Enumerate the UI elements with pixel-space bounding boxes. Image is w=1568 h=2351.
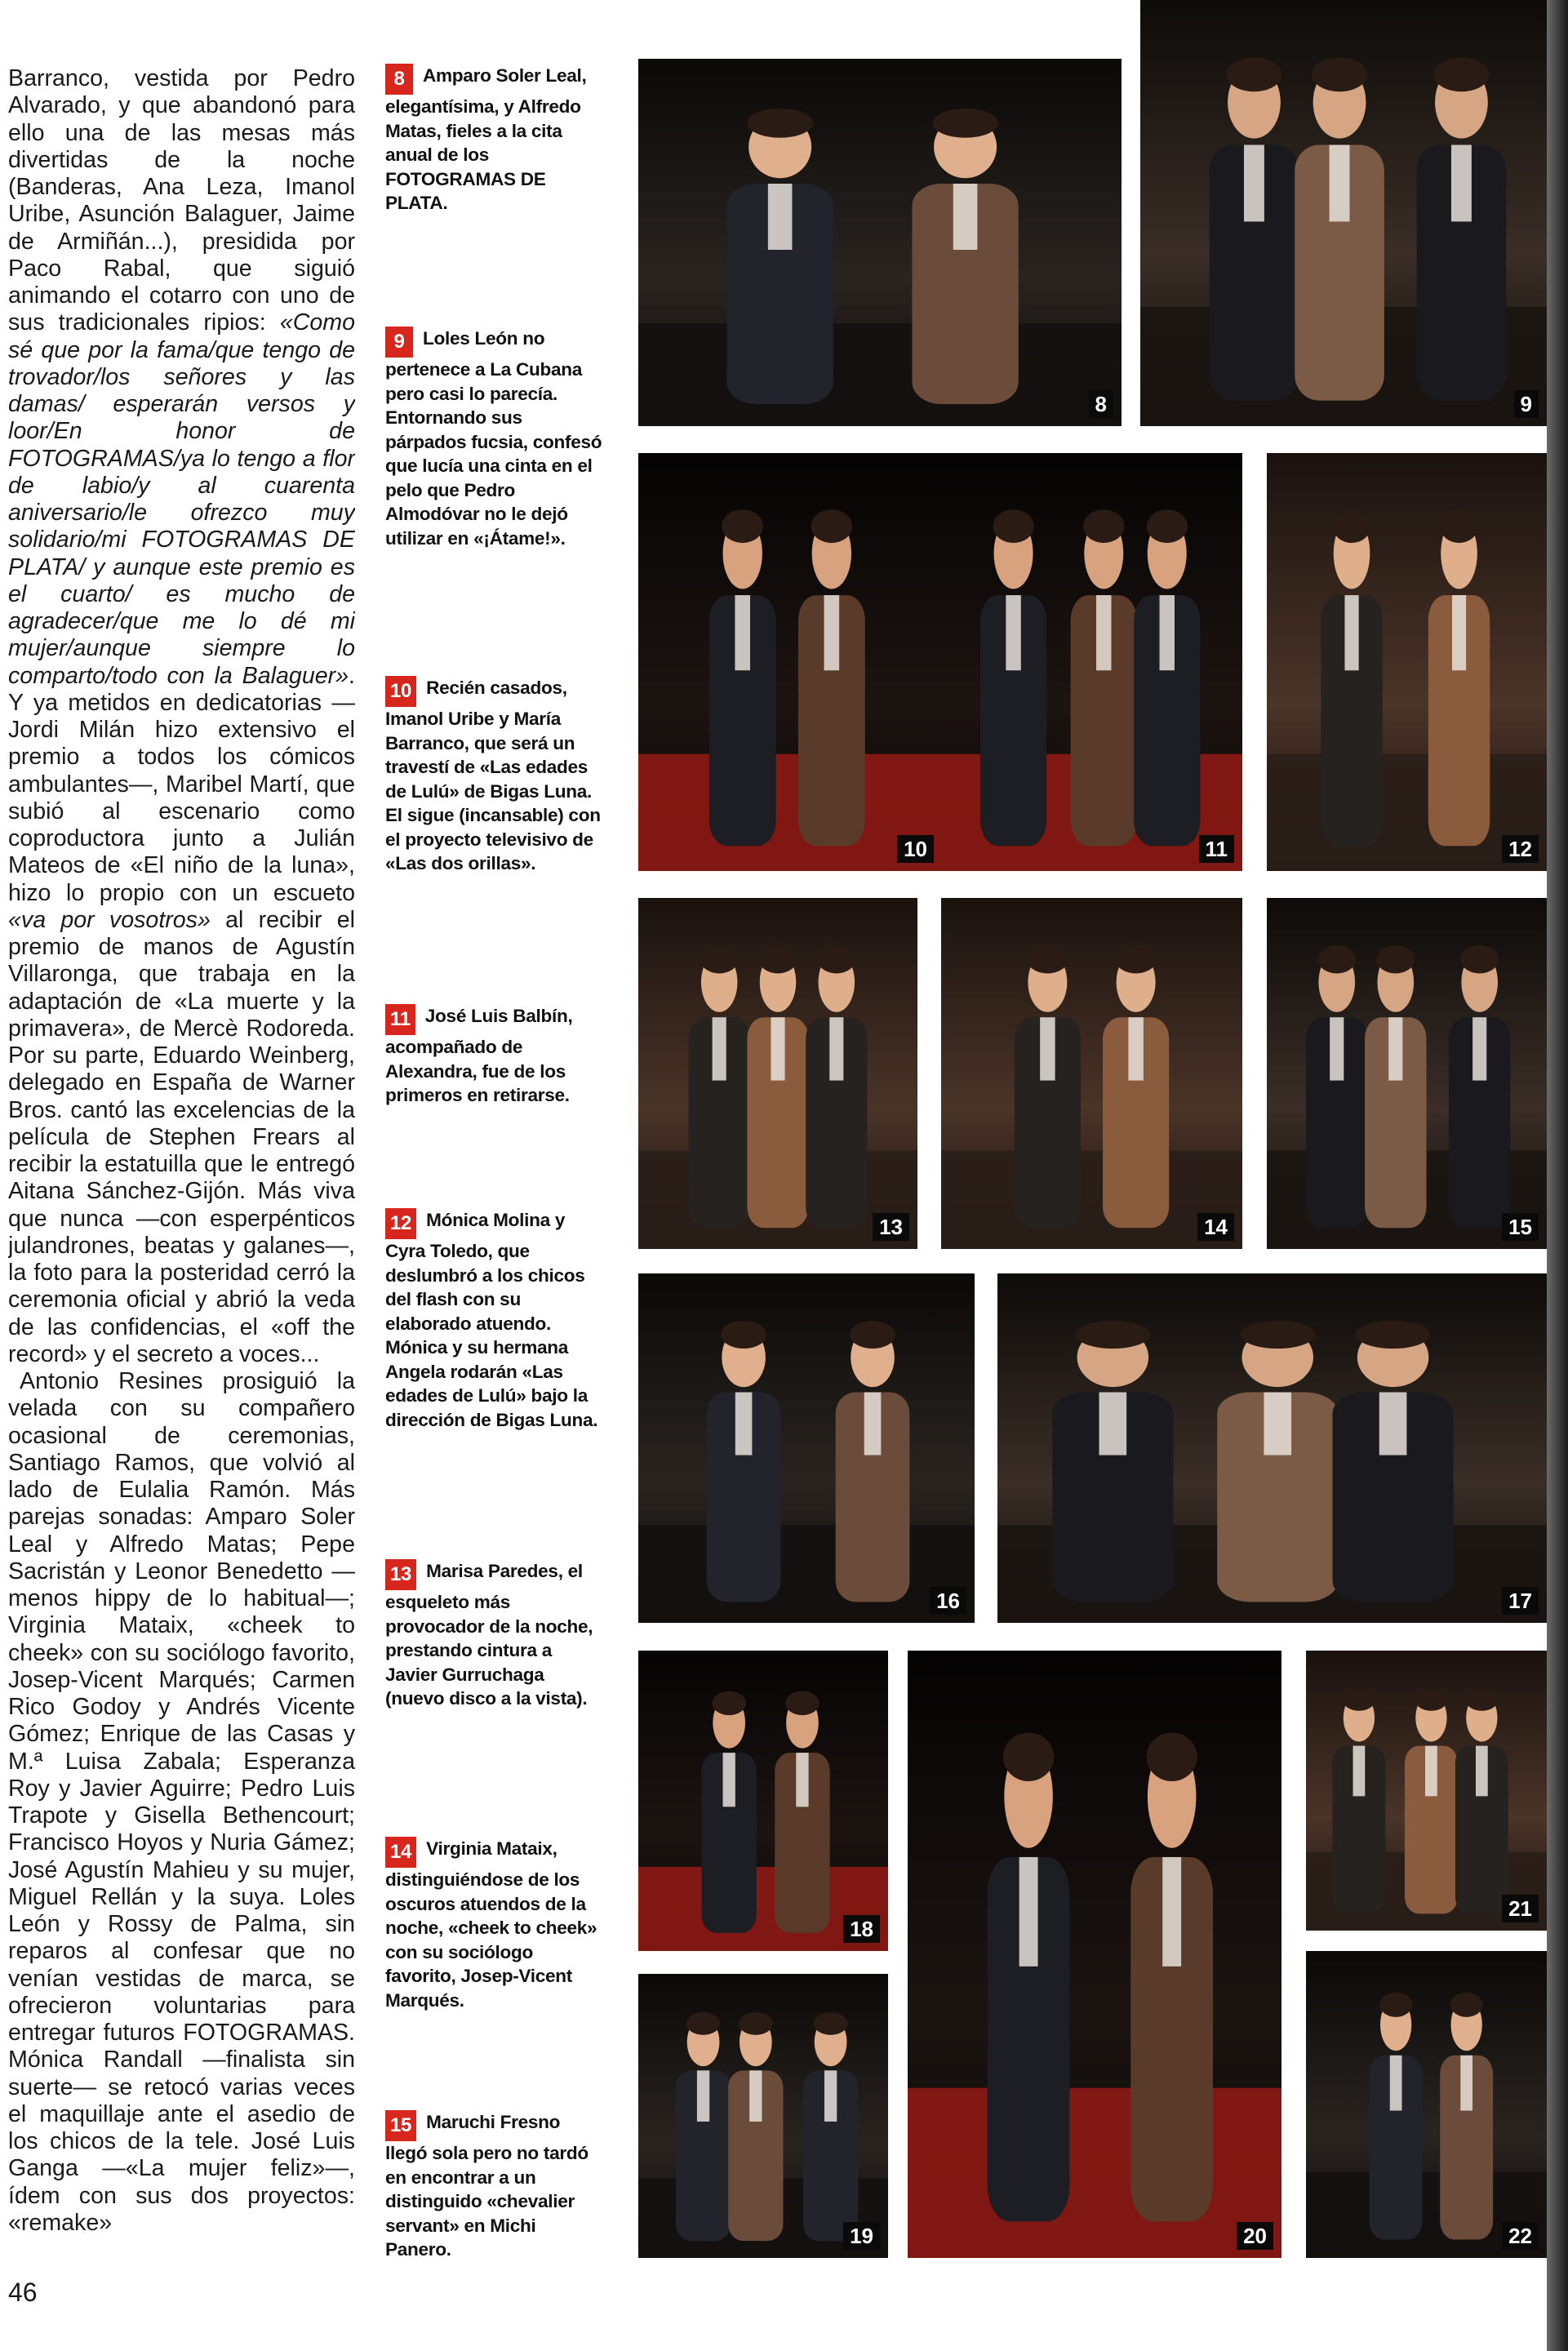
article-body (8, 65, 355, 2261)
photo-10 (638, 453, 942, 871)
photo-11 (941, 453, 1242, 871)
photo-number-label: 13 (873, 1213, 909, 1241)
caption-number-badge: 13 (385, 1559, 416, 1590)
photo-12 (1267, 453, 1547, 871)
article-text-run: Barranco, vestida por Pedro Alvarado, y que abandonó para ello una de las mesas más divertidas de la noche (Banderas, Ana Leza, Imanol Uribe, Asunción Balaguer, Jaime de Armiñán...), presidida por Paco Rabal, que siguió animando el cotarro con uno de sus tradicionales ripios: (8, 65, 355, 336)
photo-image (1267, 453, 1547, 871)
photo-image (638, 898, 917, 1249)
photo-19 (638, 1974, 888, 2258)
caption-text: Marisa Paredes, el esqueleto más provocador de la noche, prestando cintura a Javier Gurruchaga (nuevo disco a la vista). (385, 1561, 593, 1709)
photo-number-label: 9 (1514, 390, 1539, 418)
photo-image (941, 898, 1242, 1249)
photo-14 (941, 898, 1242, 1249)
article-text-run: . Y ya metidos en dedicatorias —Jordi Milán hizo extensivo el premio a todos los cómicos ambulantes—, Maribel Martí, que subió al escenario como coproductora junto a Julián Mateos de «El niño de la luna», hizo lo propio con un escueto (8, 662, 355, 906)
caption-11 (385, 1004, 604, 1108)
photo-number-label: 22 (1502, 2222, 1539, 2250)
photo-8 (638, 59, 1122, 426)
photo-22 (1306, 1951, 1547, 2258)
photo-number-label: 18 (843, 1915, 880, 1943)
photo-number-label: 12 (1502, 835, 1539, 863)
photo-21 (1306, 1651, 1547, 1931)
photo-number-label: 8 (1089, 390, 1113, 418)
caption-text: Amparo Soler Leal, elegantísima, y Alfredo Matas, fieles a la cita anual de los FOTOGRAMAS DE PLATA. (385, 65, 587, 213)
caption-9 (385, 327, 604, 550)
photo-image (1267, 898, 1547, 1249)
photo-image (638, 1651, 888, 1951)
caption-8 (385, 64, 604, 216)
photo-number-label: 10 (897, 835, 934, 863)
photo-number-label: 17 (1502, 1587, 1539, 1615)
caption-14 (385, 1837, 604, 2012)
photo-20 (908, 1651, 1281, 2258)
article-paragraph-2: Antonio Resines prosiguió la velada con su compañero ocasional de ceremonias, Santiago Ramos, que volvió al lado de Eulalia Ramón. Más parejas sonadas: Amparo Soler Leal y Alfredo Matas; Pepe Sacristán y Leonor Benedetto —menos hippy de lo habitual—; Virginia Mataix, «cheek to cheek» con su sociólogo favorito, Josep-Vicent Marqués; Carmen Rico Godoy y Andrés Vicente Gómez; Enrique de las Casas y M.ª Luisa Zabala; Esperanza Roy y Javier Aguirre; Pedro Luis Trapote y Gisella Bethencourt; Francisco Hoyos y Nuria Gámez; José Agustín Mahieu y su mujer, Miguel Rellán y la suya. Loles León y Rossy de Palma, sin reparos al confesar que no venían vestidas de marca, se ofrecieron voluntarias para entregar futuros FOTOGRAMAS. Mónica Randall —finalista sin suerte— se retocó varias veces el maquillaje ante el asedio de los chicos de la tele. José Luis Ganga —«La mujer feliz»—, ídem con sus dos proyectos: «remake» (8, 1368, 355, 2236)
photo-image (908, 1651, 1281, 2258)
caption-text: Mónica Molina y Cyra Toledo, que deslumbró a los chicos del flash con su elaborado atuendo. Mónica y su hermana Angela rodarán «Las edades de Lulú» bajo la dirección de Bigas Luna. (385, 1210, 598, 1430)
photo-13 (638, 898, 917, 1249)
photo-18 (638, 1651, 888, 1951)
article-text-run: al recibir el premio de manos de Agustín Villaronga, que trabaja en la adaptación de «La muerte y la primavera», de Mercè Rodoreda. Por su parte, Eduardo Weinberg, delegado en España de Warner Bros. cantó las excelencias de la película de Stephen Frears al recibir la estatuilla que le entregó Aitana Sánchez-Gijón. Más viva que nunca —con esperpénticos julandrones, beatas y galanes—, la foto para la posteridad cerró la ceremonia oficial y abrió la veda de las confidencias, el «off the record» y el secreto a voces... (8, 906, 355, 1367)
caption-number-badge: 10 (385, 676, 416, 707)
page-edge-shadow (1547, 0, 1568, 2351)
photo-number-label: 16 (930, 1587, 966, 1615)
photo-15 (1267, 898, 1547, 1249)
caption-12 (385, 1208, 604, 1432)
photo-number-label: 21 (1502, 1895, 1539, 1922)
caption-number-badge: 11 (385, 1004, 415, 1035)
caption-text: José Luis Balbín, acompañado de Alexandra, fue de los primeros en retirarse. (385, 1006, 573, 1105)
caption-text: Maruchi Fresno llegó sola pero no tardó en encontrar a un distinguido «chevalier servant» en Michi Panero. (385, 2112, 589, 2260)
page-number: 46 (8, 2278, 38, 2307)
photo-image (997, 1273, 1547, 1623)
photo-number-label: 20 (1237, 2222, 1273, 2250)
photo-image (941, 453, 1242, 871)
photo-17 (997, 1273, 1547, 1623)
caption-text: Virginia Mataix, distinguiéndose de los oscuros atuendos de la noche, «cheek to cheek» con su sociólogo favorito, Josep-Vicent Marqués. (385, 1838, 597, 2011)
photo-number-label: 15 (1502, 1213, 1539, 1241)
photo-image (638, 1974, 888, 2258)
photo-image (1140, 0, 1547, 426)
article-paragraph-1 (8, 65, 355, 1368)
photo-9 (1140, 0, 1547, 426)
caption-number-badge: 15 (385, 2110, 416, 2141)
photo-image (1306, 1651, 1547, 1931)
photo-image (638, 1273, 975, 1623)
caption-text: Recién casados, Imanol Uribe y María Barranco, que será un travestí de «Las edades de Lulú» de Bigas Luna. El sigue (incansable) con el proyecto televisivo de «Las dos orillas». (385, 678, 601, 873)
photo-number-label: 11 (1199, 835, 1235, 863)
photo-number-label: 19 (843, 2222, 880, 2250)
caption-number-badge: 9 (385, 327, 413, 358)
photo-number-label: 14 (1197, 1213, 1234, 1241)
photo-image (638, 453, 942, 871)
caption-15 (385, 2110, 604, 2262)
article-quote: «va por vosotros» (8, 906, 211, 933)
photo-16 (638, 1273, 975, 1623)
photo-image (638, 59, 1122, 426)
article-poem: «Como sé que por la fama/que tengo de trovador/los señores y las damas/ esperarán versos y loor/En honor de FOTOGRAMAS/ya lo tengo a flor de labio/y al cuarenta aniversario/le ofrezco muy solidario/mi FOTOGRAMAS DE PLATA/ y aunque este premio es el cuarto/ es mucho de agradecer/que me lo dé mi mujer/aunque siempre lo comparto/todo con la Balaguer» (8, 309, 355, 689)
caption-10 (385, 676, 604, 876)
caption-number-badge: 14 (385, 1837, 416, 1868)
caption-number-badge: 12 (385, 1208, 416, 1239)
caption-text: Loles León no pertenece a La Cubana pero casi lo parecía. Entornando sus párpados fucsia, confesó que lucía una cinta en el pelo que Pedro Almodóvar no le dejó utilizar en «¡Átame!». (385, 328, 602, 549)
caption-number-badge: 8 (385, 64, 413, 95)
photo-image (1306, 1951, 1547, 2258)
caption-13 (385, 1559, 604, 1711)
